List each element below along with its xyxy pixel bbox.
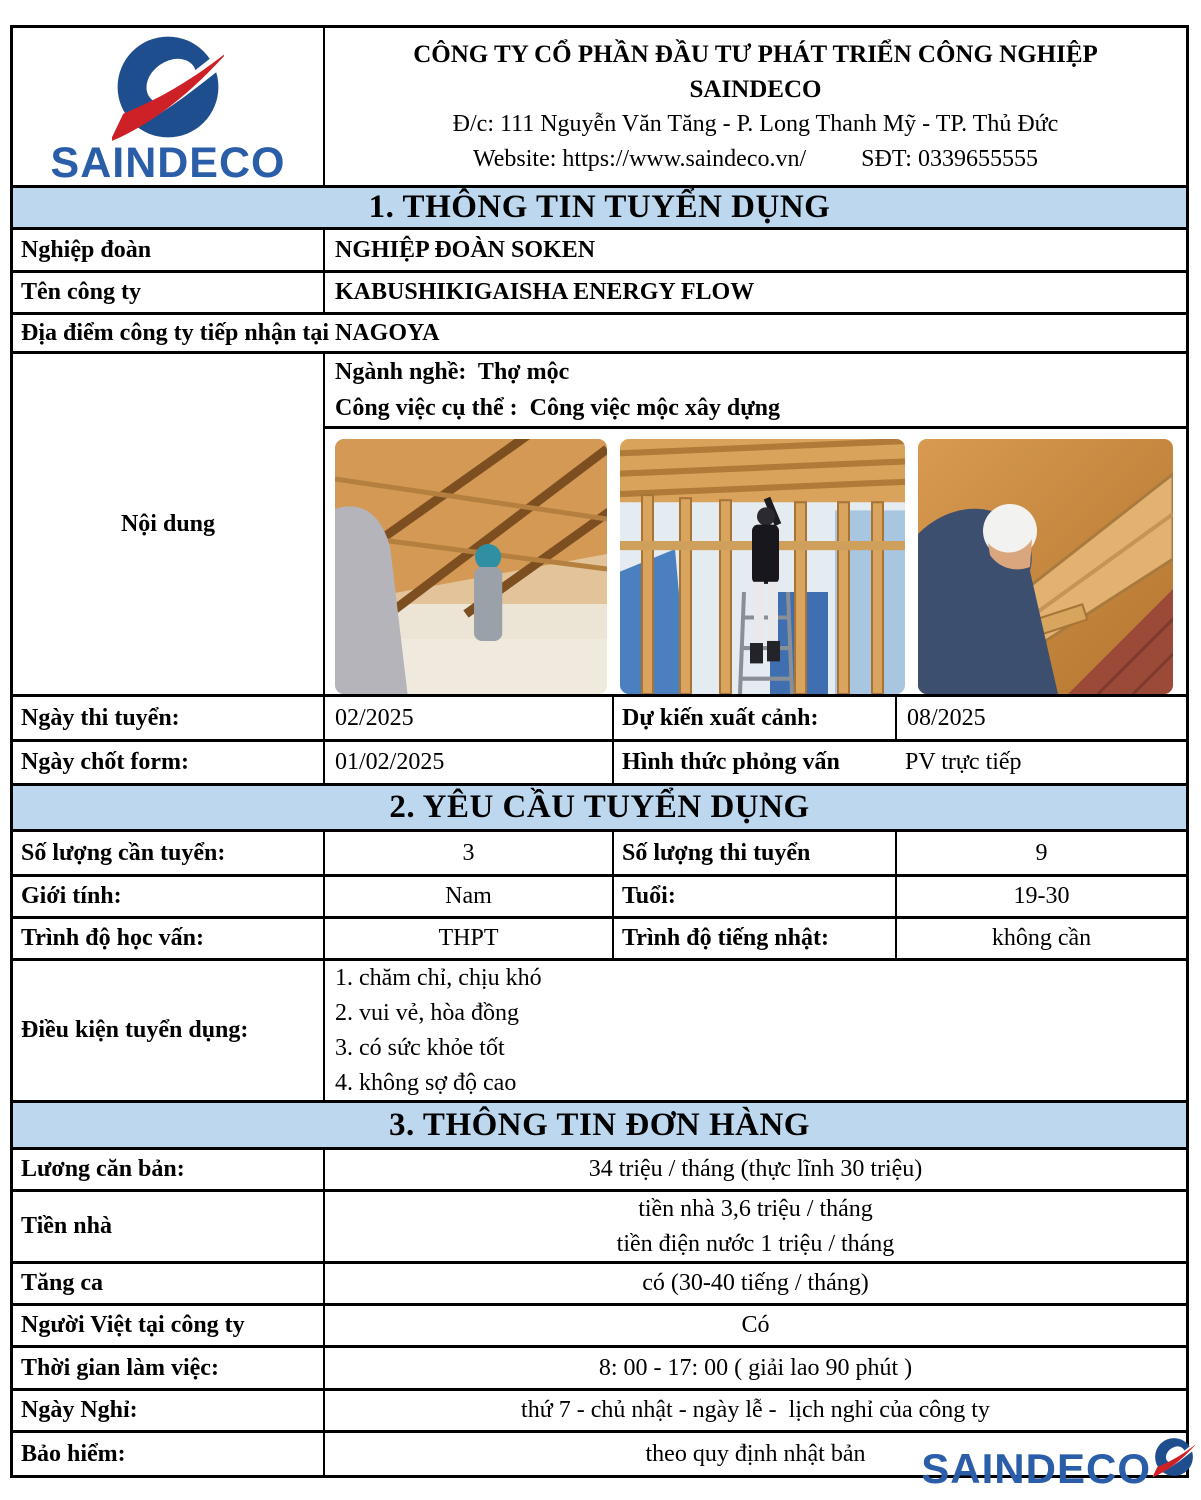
saindeco-watermark-mark xyxy=(1153,1436,1195,1478)
days-off-value: thứ 7 - chủ nhật - ngày lễ - lịch nghỉ của công ty xyxy=(323,1391,1186,1430)
section-3-header-row xyxy=(13,1103,1186,1150)
gender-row xyxy=(13,877,1186,919)
salary-row xyxy=(13,1150,1186,1192)
company-name-line1: CÔNG TY CỔ PHẦN ĐẦU TƯ PHÁT TRIỂN CÔNG NGHIỆP xyxy=(413,40,1098,68)
company-header-row xyxy=(13,28,1186,188)
overtime-row xyxy=(13,1264,1186,1306)
conditions-list xyxy=(323,961,1186,1100)
days-off-row xyxy=(13,1391,1186,1433)
union-row xyxy=(13,230,1186,273)
exam-count-label: Số lượng thi tuyển xyxy=(612,832,895,874)
japanese-value: không cần xyxy=(895,919,1186,958)
housing-value xyxy=(323,1192,1186,1261)
company-name-value: KABUSHIKIGAISHA ENERGY FLOW xyxy=(323,273,1186,312)
saindeco-watermark xyxy=(921,1436,1195,1492)
job-description-block xyxy=(325,354,1186,429)
condition-item: 1. chăm chỉ, chịu khó xyxy=(335,964,542,991)
union-label: Nghiệp đoàn xyxy=(21,236,152,263)
overtime-value: có (30-40 tiếng / tháng) xyxy=(323,1264,1186,1303)
company-website: Website: https://www.saindeco.vn/ xyxy=(473,145,807,172)
location-row xyxy=(13,315,1186,354)
education-row xyxy=(13,919,1186,961)
roof-framing-workers-photo xyxy=(335,439,607,694)
condition-item: 4. không sợ độ cao xyxy=(335,1069,517,1096)
section-1-header-row xyxy=(13,188,1186,230)
document-table xyxy=(10,25,1189,1478)
stud-wall-ladder-worker-photo xyxy=(620,439,905,694)
condition-item: 2. vui vẻ, hòa đồng xyxy=(335,999,519,1026)
form-close-row xyxy=(13,742,1186,786)
salary-label: Lương căn bản: xyxy=(21,1156,185,1182)
section-3-title: 3. THÔNG TIN ĐƠN HÀNG xyxy=(13,1103,1186,1147)
interview-label: Hình thức phỏng vấn xyxy=(612,742,895,783)
departure-label: Dự kiến xuất cảnh: xyxy=(612,697,895,739)
age-value: 19-30 xyxy=(895,877,1186,916)
saindeco-logo-text: SAINDECO xyxy=(50,138,286,187)
company-name-line2: SAINDECO xyxy=(689,75,822,103)
japanese-label: Trình độ tiếng nhật: xyxy=(612,919,895,958)
gender-label: Giới tính: xyxy=(21,883,122,909)
exam-date-value: 02/2025 xyxy=(323,697,612,739)
trade-line: Ngành nghề: Thợ mộc xyxy=(335,359,570,385)
interview-value: PV trực tiếp xyxy=(905,749,1022,775)
days-off-label: Ngày Nghỉ: xyxy=(21,1397,138,1423)
company-contact-line xyxy=(473,142,1038,177)
section-2-header-row xyxy=(13,786,1186,832)
union-value: NGHIỆP ĐOÀN SOKEN xyxy=(323,230,1186,270)
insurance-label: Bảo hiểm: xyxy=(21,1440,126,1467)
company-name-label: Tên công ty xyxy=(21,279,141,305)
hours-label: Thời gian làm việc: xyxy=(21,1354,219,1381)
carpenter-beam-closeup-photo xyxy=(918,439,1173,694)
conditions-label: Điều kiện tuyển dụng: xyxy=(21,1017,249,1043)
conditions-row xyxy=(13,961,1186,1103)
vietnamese-value: Có xyxy=(323,1306,1186,1345)
saindeco-logo-mark xyxy=(112,31,224,143)
housing-row xyxy=(13,1192,1186,1264)
company-info-cell xyxy=(323,28,1186,185)
content-row xyxy=(13,354,1186,697)
vietnamese-row xyxy=(13,1306,1186,1348)
overtime-label: Tăng ca xyxy=(21,1270,104,1296)
education-value: THPT xyxy=(323,919,612,958)
salary-value: 34 triệu / tháng (thực lĩnh 30 triệu) xyxy=(323,1150,1186,1189)
content-cell xyxy=(323,354,1186,694)
hire-count-value: 3 xyxy=(323,832,612,874)
hours-value: 8: 00 - 17: 00 ( giải lao 90 phút ) xyxy=(323,1348,1186,1388)
departure-value: 08/2025 xyxy=(895,697,1186,739)
section-1-title: 1. THÔNG TIN TUYỂN DỤNG xyxy=(13,188,1186,227)
exam-date-row xyxy=(13,697,1186,742)
location-line: Địa điểm công ty tiếp nhận tại NAGOYA xyxy=(21,319,440,346)
form-close-label: Ngày chốt form: xyxy=(21,749,189,775)
section-2-title: 2. YÊU CẦU TUYỂN DỤNG xyxy=(13,786,1186,829)
exam-date-label: Ngày thi tuyển: xyxy=(21,704,180,731)
form-close-value: 01/02/2025 xyxy=(323,742,612,783)
education-label: Trình độ học vấn: xyxy=(21,925,204,951)
housing-line-1: tiền nhà 3,6 triệu / tháng xyxy=(638,1195,873,1222)
company-name-row xyxy=(13,273,1186,315)
condition-item: 3. có sức khỏe tốt xyxy=(335,1034,505,1061)
job-photos-strip xyxy=(325,429,1186,706)
watermark-text: SAINDECO xyxy=(921,1445,1151,1492)
company-address: Đ/c: 111 Nguyễn Văn Tăng - P. Long Thanh Mỹ - TP. Thủ Đức xyxy=(452,110,1059,137)
company-logo-cell xyxy=(13,28,323,185)
content-label: Nội dung xyxy=(120,510,216,537)
hire-count-row xyxy=(13,832,1186,877)
housing-line-2: tiền điện nước 1 triệu / tháng xyxy=(616,1230,895,1257)
housing-label: Tiền nhà xyxy=(21,1213,112,1239)
company-phone: SĐT: 0339655555 xyxy=(861,145,1038,172)
age-label: Tuổi: xyxy=(612,877,895,916)
hire-count-label: Số lượng cần tuyển: xyxy=(21,839,226,866)
hours-row xyxy=(13,1348,1186,1391)
gender-value: Nam xyxy=(323,877,612,916)
job-line: Công việc cụ thể : Công việc mộc xây dựng xyxy=(335,395,781,421)
exam-count-value: 9 xyxy=(895,832,1186,874)
insurance-value: theo quy định nhật bản xyxy=(323,1433,1186,1475)
vietnamese-label: Người Việt tại công ty xyxy=(21,1312,245,1338)
